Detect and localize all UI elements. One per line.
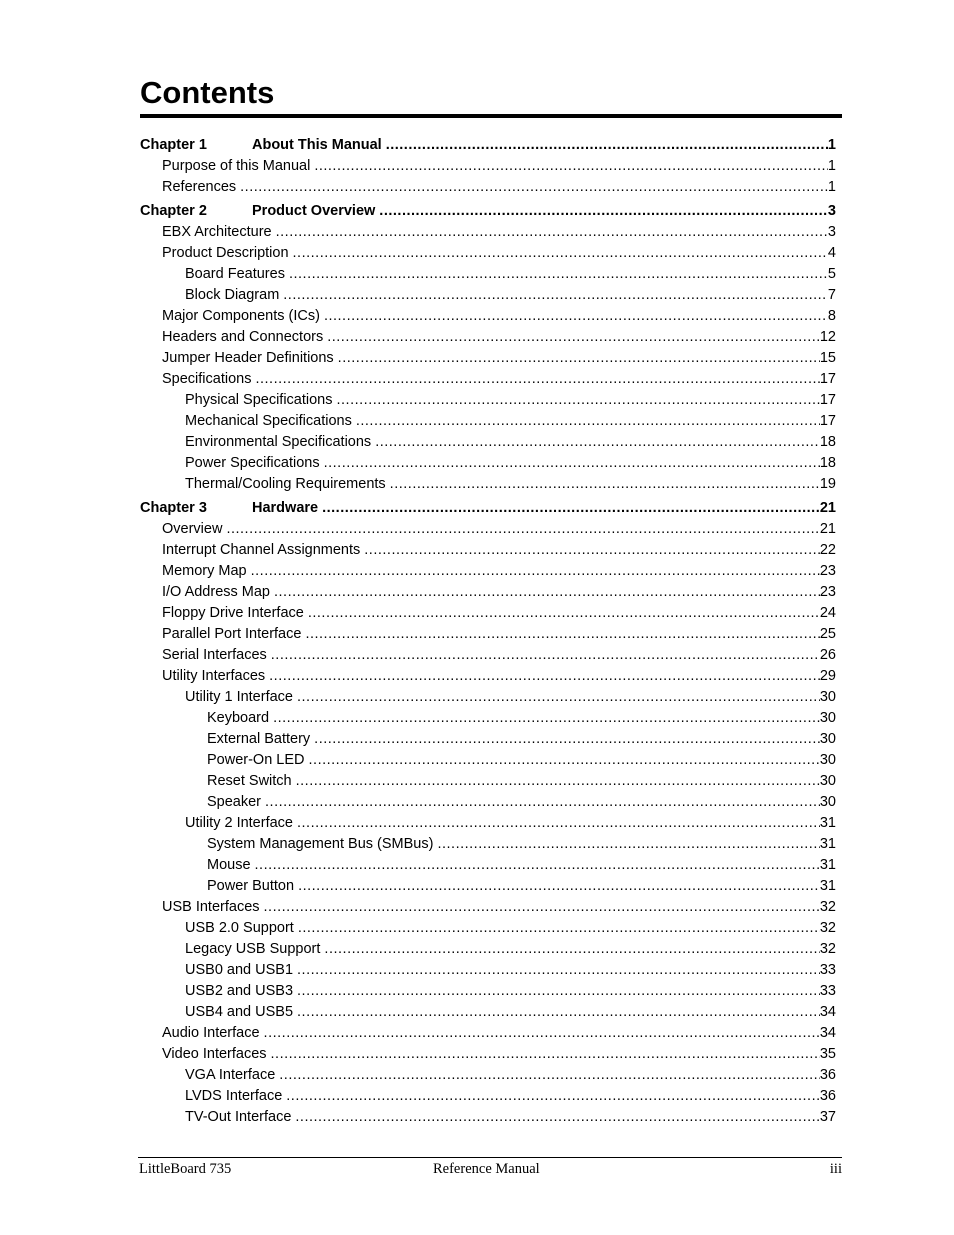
toc-entry-label: USB4 and USB5 [185, 1004, 294, 1020]
toc-entry-label: Hardware [252, 500, 319, 516]
toc-chapter-entry[interactable] [140, 135, 836, 155]
toc-entry[interactable] [185, 453, 836, 473]
toc-entry-label: VGA Interface [185, 1067, 276, 1083]
toc-entry[interactable] [162, 603, 836, 623]
toc-chapter-number: Chapter 1 [140, 137, 207, 153]
toc-entry-label: Board Features [185, 266, 285, 282]
toc-page-number: 30 [819, 752, 836, 768]
toc-page-number: 33 [819, 962, 836, 978]
toc-entry[interactable] [162, 222, 836, 242]
toc-entry[interactable] [185, 1065, 836, 1085]
toc-leader-dots [271, 1044, 820, 1064]
toc-leader-dots [338, 348, 820, 368]
toc-leader-dots [276, 222, 828, 242]
toc-page-number: 36 [819, 1067, 836, 1083]
toc-page-number: 23 [819, 563, 836, 579]
toc-entry[interactable] [185, 411, 836, 431]
toc-leader-dots [322, 498, 820, 518]
toc-entry[interactable] [185, 1086, 836, 1106]
toc-entry[interactable] [162, 897, 836, 917]
toc-entry[interactable] [185, 813, 836, 833]
toc-leader-dots [226, 519, 819, 539]
toc-leader-dots [386, 135, 828, 155]
toc-entry[interactable] [207, 855, 836, 875]
toc-leader-dots [324, 939, 819, 959]
toc-leader-dots [337, 390, 820, 410]
toc-entry[interactable] [162, 156, 836, 176]
toc-leader-dots [314, 729, 820, 749]
toc-leader-dots [271, 645, 820, 665]
toc-entry[interactable] [185, 981, 836, 1001]
toc-page-number: 17 [819, 392, 836, 408]
toc-entry-label: Mechanical Specifications [185, 413, 352, 429]
toc-page-number: 22 [819, 542, 836, 558]
toc-leader-dots [273, 708, 820, 728]
toc-entry[interactable] [162, 666, 836, 686]
toc-page-number: 30 [819, 731, 836, 747]
toc-page-number: 30 [819, 794, 836, 810]
toc-leader-dots [296, 771, 820, 791]
toc-leader-dots [324, 306, 828, 326]
toc-page-number: 31 [819, 857, 836, 873]
toc-page-number: 15 [819, 350, 836, 366]
toc-leader-dots [437, 834, 819, 854]
toc-page-number: 37 [819, 1109, 836, 1125]
toc-entry-label: Purpose of this Manual [162, 158, 311, 174]
toc-page-number: 24 [819, 605, 836, 621]
toc-page-number: 26 [819, 647, 836, 663]
toc-leader-dots [297, 981, 820, 1001]
toc-page-number: 17 [819, 413, 836, 429]
toc-entry-label: Block Diagram [185, 287, 280, 303]
toc-leader-dots [309, 750, 820, 770]
toc-leader-dots [293, 243, 828, 263]
toc-page-number: 32 [819, 920, 836, 936]
toc-entry-label: Power Specifications [185, 455, 320, 471]
toc-leader-dots [324, 453, 820, 473]
toc-entry-label: Legacy USB Support [185, 941, 321, 957]
toc-page-number: 21 [819, 500, 836, 516]
toc-entry[interactable] [185, 960, 836, 980]
toc-entry-label: Utility Interfaces [162, 668, 266, 684]
toc-page-number: 30 [819, 773, 836, 789]
toc-page-number: 4 [827, 245, 836, 261]
toc-page-number: 36 [819, 1088, 836, 1104]
toc-entry[interactable] [162, 540, 836, 560]
toc-entry-label: Video Interfaces [162, 1046, 267, 1062]
toc-leader-dots [255, 369, 819, 389]
toc-leader-dots [379, 201, 828, 221]
toc-leader-dots [255, 855, 820, 875]
toc-entry-label: Product Overview [252, 203, 376, 219]
toc-entry-label: Physical Specifications [185, 392, 333, 408]
toc-entry[interactable] [162, 369, 836, 389]
toc-page-number: 12 [819, 329, 836, 345]
toc-leader-dots [314, 156, 828, 176]
toc-entry-label: TV-Out Interface [185, 1109, 292, 1125]
toc-page-number: 7 [827, 287, 836, 303]
toc-page-number: 18 [819, 434, 836, 450]
toc-entry[interactable] [207, 771, 836, 791]
toc-leader-dots [251, 561, 820, 581]
toc-leader-dots [305, 624, 819, 644]
toc-entry-label: Interrupt Channel Assignments [162, 542, 361, 558]
toc-page-number: 1 [827, 137, 836, 153]
toc-entry-label: USB0 and USB1 [185, 962, 294, 978]
toc-page-number: 32 [819, 899, 836, 915]
toc-entry-label: Thermal/Cooling Requirements [185, 476, 386, 492]
toc-leader-dots [298, 876, 820, 896]
toc-entry-label: Serial Interfaces [162, 647, 267, 663]
toc-entry-label: Memory Map [162, 563, 247, 579]
toc-entry-label: Speaker [207, 794, 262, 810]
toc-entry[interactable] [162, 1023, 836, 1043]
toc-entry[interactable] [162, 348, 836, 368]
toc-page-number: 21 [819, 521, 836, 537]
toc-page-number: 25 [819, 626, 836, 642]
toc-entry-label: External Battery [207, 731, 311, 747]
toc-page-number: 3 [827, 224, 836, 240]
toc-entry-label: Power Button [207, 878, 295, 894]
toc-page-number: 31 [819, 815, 836, 831]
toc-entry-label: Product Description [162, 245, 289, 261]
toc-entry[interactable] [185, 687, 836, 707]
toc-leader-dots [308, 603, 820, 623]
toc-entry[interactable] [162, 561, 836, 581]
toc-entry-label: USB 2.0 Support [185, 920, 294, 936]
toc-leader-dots [279, 1065, 820, 1085]
toc-leader-dots [298, 918, 820, 938]
toc-leader-dots [390, 474, 820, 494]
toc-entry-label: Power-On LED [207, 752, 305, 768]
toc-entry-label: Reset Switch [207, 773, 292, 789]
toc-entry-label: About This Manual [252, 137, 382, 153]
toc-entry[interactable] [185, 939, 836, 959]
toc-leader-dots [289, 264, 828, 284]
toc-page-number: 8 [827, 308, 836, 324]
toc-leader-dots [327, 327, 820, 347]
toc-entry[interactable] [185, 432, 836, 452]
toc-entry-label: Major Components (ICs) [162, 308, 320, 324]
footer-page-number: iii [829, 1161, 842, 1177]
toc-page-number: 30 [819, 710, 836, 726]
toc-page-number: 3 [827, 203, 836, 219]
toc-entry[interactable] [185, 264, 836, 284]
page-title: Contents [140, 75, 275, 110]
toc-chapter-entry[interactable] [140, 201, 836, 221]
toc-entry-label: USB2 and USB3 [185, 983, 294, 999]
toc-chapter-number: Chapter 2 [140, 203, 207, 219]
toc-entry[interactable] [162, 624, 836, 644]
footer-rule [138, 1157, 842, 1158]
toc-leader-dots [297, 687, 820, 707]
toc-entry-label: References [162, 179, 237, 195]
footer-document-type: Reference Manual [433, 1161, 540, 1177]
toc-chapter-number: Chapter 3 [140, 500, 207, 516]
toc-entry[interactable] [162, 1044, 836, 1064]
toc-page-number: 5 [827, 266, 836, 282]
toc-leader-dots [264, 1023, 820, 1043]
toc-entry[interactable] [207, 876, 836, 896]
toc-entry-label: Audio Interface [162, 1025, 260, 1041]
toc-entry-label: Overview [162, 521, 223, 537]
toc-entry-label: USB Interfaces [162, 899, 260, 915]
toc-page-number: 34 [819, 1025, 836, 1041]
toc-page-number: 31 [819, 878, 836, 894]
toc-entry[interactable] [162, 243, 836, 263]
toc-entry-label: Environmental Specifications [185, 434, 372, 450]
toc-entry-label: Keyboard [207, 710, 270, 726]
toc-entry-label: LVDS Interface [185, 1088, 283, 1104]
toc-leader-dots [265, 792, 820, 812]
toc-leader-dots [375, 432, 820, 452]
toc-page-number: 30 [819, 689, 836, 705]
toc-leader-dots [297, 1002, 820, 1022]
toc-page-number: 1 [827, 179, 836, 195]
toc-entry[interactable] [162, 519, 836, 539]
toc-entry[interactable] [185, 390, 836, 410]
toc-entry[interactable] [207, 792, 836, 812]
toc-entry[interactable] [162, 582, 836, 602]
toc-page-number: 35 [819, 1046, 836, 1062]
toc-entry-label: Parallel Port Interface [162, 626, 302, 642]
toc-entry[interactable] [185, 285, 836, 305]
toc-entry[interactable] [207, 729, 836, 749]
toc-leader-dots [297, 813, 820, 833]
toc-entry[interactable] [207, 834, 836, 854]
toc-page-number: 29 [819, 668, 836, 684]
toc-entry-label: Mouse [207, 857, 251, 873]
toc-page-number: 34 [819, 1004, 836, 1020]
toc-page-number: 19 [819, 476, 836, 492]
toc-page-number: 32 [819, 941, 836, 957]
toc-leader-dots [269, 666, 820, 686]
toc-chapter-entry[interactable] [140, 498, 836, 518]
toc-leader-dots [240, 177, 828, 197]
toc-entry-label: I/O Address Map [162, 584, 270, 600]
toc-page-number: 18 [819, 455, 836, 471]
toc-leader-dots [286, 1086, 820, 1106]
toc-leader-dots [297, 960, 820, 980]
toc-entry[interactable] [207, 750, 836, 770]
toc-entry[interactable] [162, 327, 836, 347]
toc-page-number: 33 [819, 983, 836, 999]
toc-entry[interactable] [185, 1107, 836, 1127]
toc-entry[interactable] [162, 177, 836, 197]
toc-entry[interactable] [185, 1002, 836, 1022]
toc-entry[interactable] [162, 306, 836, 326]
toc-entry[interactable] [185, 474, 836, 494]
toc-leader-dots [295, 1107, 819, 1127]
footer-product-name: LittleBoard 735 [139, 1161, 232, 1177]
toc-page-number: 17 [819, 371, 836, 387]
toc-entry[interactable] [207, 708, 836, 728]
toc-entry-label: Jumper Header Definitions [162, 350, 334, 366]
toc-page-number: 1 [827, 158, 836, 174]
toc-entry[interactable] [162, 645, 836, 665]
toc-leader-dots [264, 897, 820, 917]
toc-page-number: 23 [819, 584, 836, 600]
toc-leader-dots [274, 582, 820, 602]
toc-entry-label: Specifications [162, 371, 252, 387]
toc-entry-label: System Management Bus (SMBus) [207, 836, 434, 852]
toc-entry-label: Floppy Drive Interface [162, 605, 304, 621]
toc-entry-label: Headers and Connectors [162, 329, 324, 345]
toc-entry-label: Utility 2 Interface [185, 815, 293, 831]
toc-entry[interactable] [185, 918, 836, 938]
toc-leader-dots [356, 411, 820, 431]
toc-entry-label: Utility 1 Interface [185, 689, 293, 705]
toc-leader-dots [283, 285, 828, 305]
toc-leader-dots [364, 540, 820, 560]
toc-page-number: 31 [819, 836, 836, 852]
toc-entry-label: EBX Architecture [162, 224, 272, 240]
